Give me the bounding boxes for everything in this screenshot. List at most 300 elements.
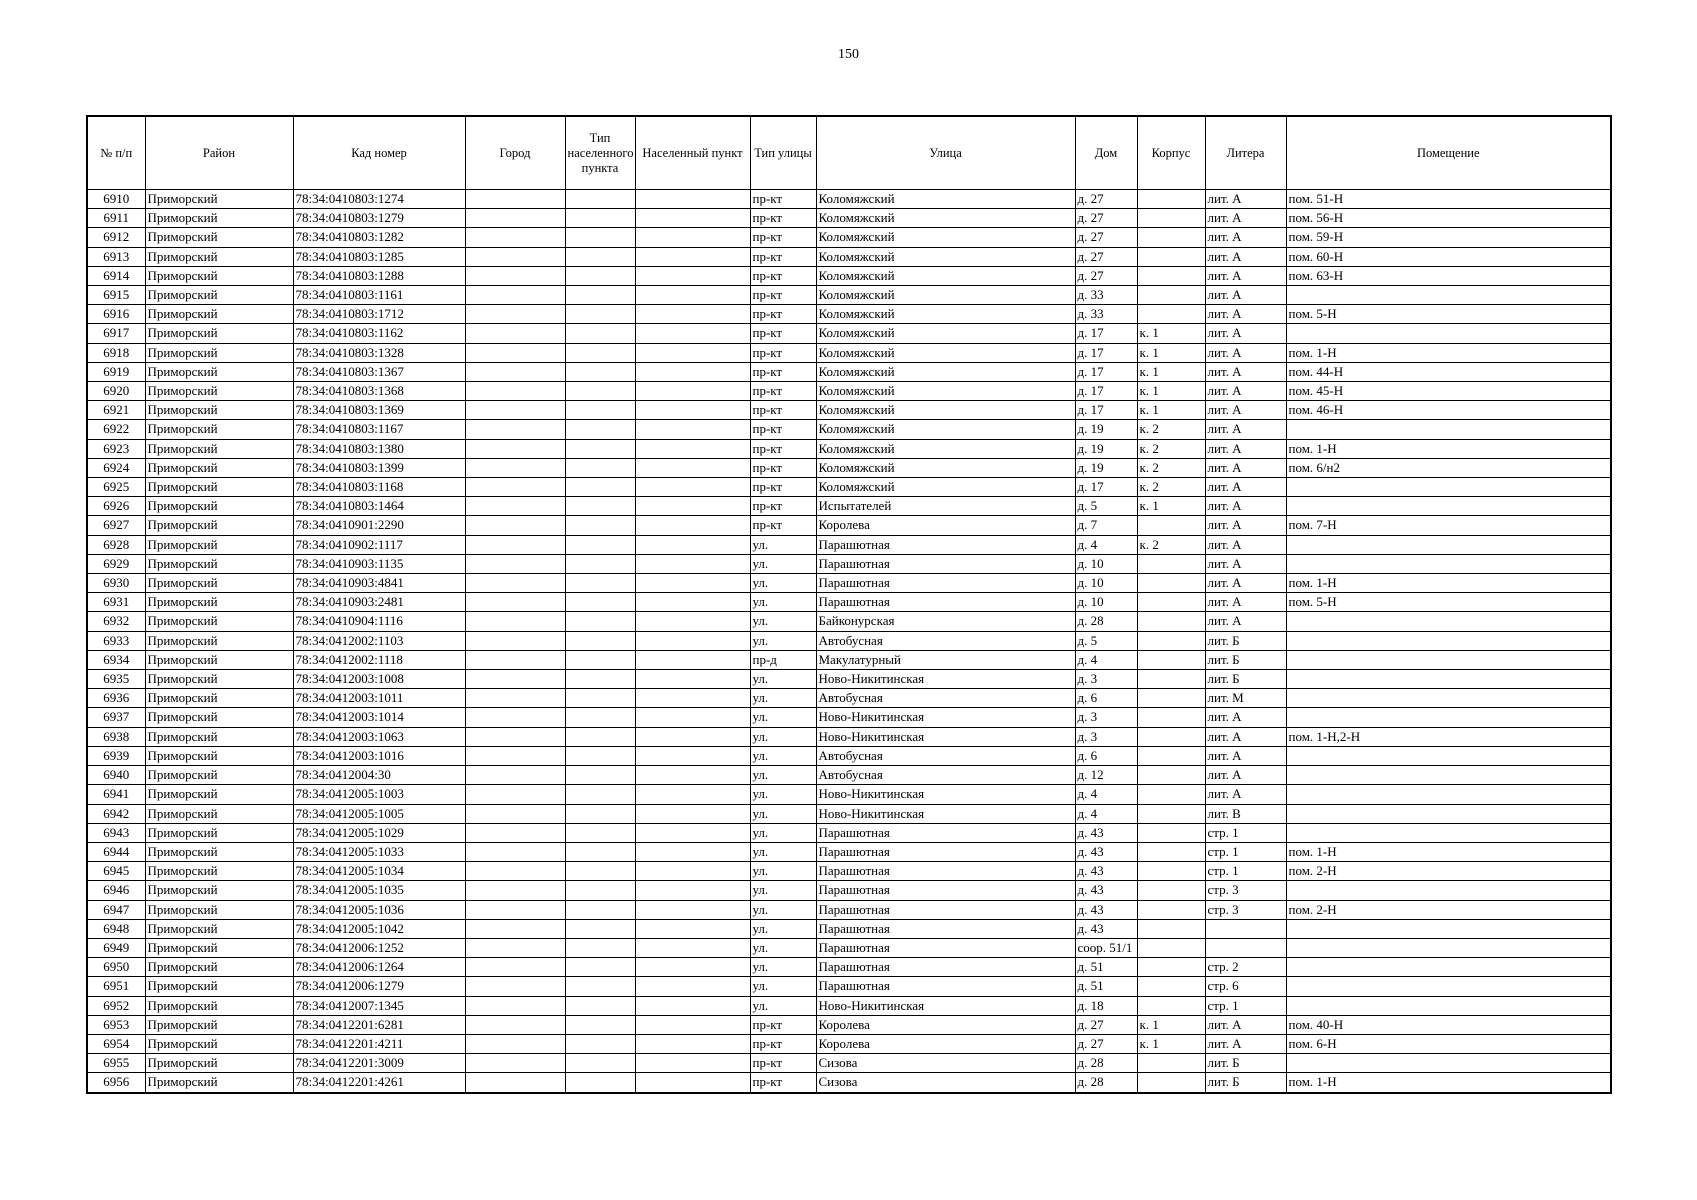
- cell-building: [1137, 516, 1205, 535]
- cell-street: Коломяжский: [816, 343, 1075, 362]
- cell-letter: лит. В: [1205, 804, 1286, 823]
- cell-street: Коломяжский: [816, 439, 1075, 458]
- cell-city: [465, 670, 565, 689]
- cell-cadastral-number: 78:34:0412003:1011: [293, 689, 465, 708]
- cell-number: 6944: [87, 842, 145, 861]
- cell-street: Парашютная: [816, 919, 1075, 938]
- table-row: [87, 516, 1611, 535]
- cell-building: [1137, 881, 1205, 900]
- cell-city: [465, 708, 565, 727]
- cell-street-type: пр-кт: [750, 324, 816, 343]
- cell-district: Приморский: [145, 708, 293, 727]
- cell-cadastral-number: 78:34:0410803:1274: [293, 190, 465, 209]
- cell-street-type: пр-кт: [750, 1015, 816, 1034]
- cell-settlement-type: [565, 650, 635, 669]
- table-row: [87, 938, 1611, 957]
- cell-district: Приморский: [145, 1034, 293, 1053]
- cell-settlement: [635, 823, 750, 842]
- cell-letter: лит. А: [1205, 727, 1286, 746]
- cell-cadastral-number: 78:34:0412003:1008: [293, 670, 465, 689]
- cell-letter: лит. А: [1205, 209, 1286, 228]
- table-row: [87, 612, 1611, 631]
- cell-settlement-type: [565, 420, 635, 439]
- cell-settlement-type: [565, 535, 635, 554]
- cell-number: 6918: [87, 343, 145, 362]
- cell-settlement-type: [565, 900, 635, 919]
- cell-city: [465, 631, 565, 650]
- cell-street: Королева: [816, 1034, 1075, 1053]
- cell-premises: [1286, 324, 1611, 343]
- table-row: [87, 554, 1611, 573]
- cell-settlement: [635, 458, 750, 477]
- cell-cadastral-number: 78:34:0410901:2290: [293, 516, 465, 535]
- table-row: [87, 650, 1611, 669]
- cell-number: 6917: [87, 324, 145, 343]
- table-row: [87, 286, 1611, 305]
- cell-letter: лит. М: [1205, 689, 1286, 708]
- cell-district: Приморский: [145, 497, 293, 516]
- cell-settlement: [635, 919, 750, 938]
- cell-house: д. 43: [1075, 842, 1137, 861]
- table-row: [87, 228, 1611, 247]
- cell-street: Сизова: [816, 1073, 1075, 1093]
- cell-house: д. 43: [1075, 823, 1137, 842]
- cell-number: 6923: [87, 439, 145, 458]
- cell-city: [465, 190, 565, 209]
- cell-settlement-type: [565, 1034, 635, 1053]
- cell-street: Парашютная: [816, 593, 1075, 612]
- cell-premises: [1286, 535, 1611, 554]
- cell-settlement-type: [565, 497, 635, 516]
- cell-settlement-type: [565, 209, 635, 228]
- cell-district: Приморский: [145, 1015, 293, 1034]
- cell-cadastral-number: 78:34:0410903:4841: [293, 574, 465, 593]
- cell-house: д. 28: [1075, 612, 1137, 631]
- cell-street-type: ул.: [750, 554, 816, 573]
- cell-cadastral-number: 78:34:0410803:1282: [293, 228, 465, 247]
- cell-building: [1137, 958, 1205, 977]
- cell-city: [465, 305, 565, 324]
- cell-number: 6943: [87, 823, 145, 842]
- cell-street: Коломяжский: [816, 247, 1075, 266]
- cell-letter: лит. А: [1205, 1015, 1286, 1034]
- cell-district: Приморский: [145, 727, 293, 746]
- cell-building: к. 2: [1137, 458, 1205, 477]
- cell-street-type: пр-кт: [750, 247, 816, 266]
- cell-settlement-type: [565, 478, 635, 497]
- cell-cadastral-number: 78:34:0410803:1712: [293, 305, 465, 324]
- table-row: [87, 305, 1611, 324]
- cell-city: [465, 842, 565, 861]
- cell-street-type: ул.: [750, 842, 816, 861]
- cell-letter: лит. А: [1205, 746, 1286, 765]
- cell-building: [1137, 247, 1205, 266]
- cell-settlement: [635, 286, 750, 305]
- cell-house: д. 4: [1075, 804, 1137, 823]
- cell-cadastral-number: 78:34:0412005:1034: [293, 862, 465, 881]
- cell-premises: пом. 2-Н: [1286, 900, 1611, 919]
- cell-house: д. 19: [1075, 458, 1137, 477]
- cell-cadastral-number: 78:34:0410803:1167: [293, 420, 465, 439]
- cell-street: Коломяжский: [816, 228, 1075, 247]
- cell-district: Приморский: [145, 305, 293, 324]
- cell-building: [1137, 938, 1205, 957]
- cell-settlement: [635, 574, 750, 593]
- cell-street: Ново-Никитинская: [816, 708, 1075, 727]
- cell-letter: лит. А: [1205, 554, 1286, 573]
- cell-city: [465, 554, 565, 573]
- cell-street: Испытателей: [816, 497, 1075, 516]
- cell-street-type: пр-кт: [750, 343, 816, 362]
- cell-building: [1137, 305, 1205, 324]
- cell-settlement-type: [565, 958, 635, 977]
- cell-premises: [1286, 977, 1611, 996]
- cell-street: Королева: [816, 516, 1075, 535]
- cell-street-type: пр-кт: [750, 420, 816, 439]
- cell-cadastral-number: 78:34:0412002:1103: [293, 631, 465, 650]
- cell-letter: лит. Б: [1205, 1073, 1286, 1093]
- cell-settlement: [635, 535, 750, 554]
- column-header-street-type: Тип улицы: [750, 116, 816, 190]
- cell-premises: пом. 5-Н: [1286, 593, 1611, 612]
- cell-street: Коломяжский: [816, 286, 1075, 305]
- cell-settlement-type: [565, 362, 635, 381]
- cell-house: д. 43: [1075, 900, 1137, 919]
- cell-number: 6916: [87, 305, 145, 324]
- cell-premises: [1286, 689, 1611, 708]
- table-row: [87, 343, 1611, 362]
- column-header-house: Дом: [1075, 116, 1137, 190]
- cell-street: Ново-Никитинская: [816, 727, 1075, 746]
- cell-street: Коломяжский: [816, 305, 1075, 324]
- cell-street: Парашютная: [816, 842, 1075, 861]
- cell-settlement: [635, 190, 750, 209]
- cell-building: [1137, 574, 1205, 593]
- cell-street-type: ул.: [750, 708, 816, 727]
- cell-city: [465, 823, 565, 842]
- cell-street: Ново-Никитинская: [816, 670, 1075, 689]
- cell-district: Приморский: [145, 228, 293, 247]
- cell-letter: лит. А: [1205, 708, 1286, 727]
- table-row: [87, 535, 1611, 554]
- cell-cadastral-number: 78:34:0410803:1161: [293, 286, 465, 305]
- cell-letter: лит. Б: [1205, 631, 1286, 650]
- cell-letter: лит. А: [1205, 324, 1286, 343]
- cell-street-type: пр-кт: [750, 209, 816, 228]
- cell-settlement-type: [565, 727, 635, 746]
- cell-number: 6933: [87, 631, 145, 650]
- cell-settlement-type: [565, 554, 635, 573]
- cell-settlement-type: [565, 881, 635, 900]
- cell-cadastral-number: 78:34:0410803:1367: [293, 362, 465, 381]
- cell-district: Приморский: [145, 670, 293, 689]
- cell-building: [1137, 823, 1205, 842]
- cell-house: д. 7: [1075, 516, 1137, 535]
- cell-cadastral-number: 78:34:0412006:1264: [293, 958, 465, 977]
- cell-city: [465, 785, 565, 804]
- cell-building: [1137, 919, 1205, 938]
- cell-house: д. 43: [1075, 919, 1137, 938]
- cell-district: Приморский: [145, 535, 293, 554]
- cell-house: д. 19: [1075, 439, 1137, 458]
- column-header-settlement-type: Тип населенного пункта: [565, 116, 635, 190]
- cell-cadastral-number: 78:34:0410803:1285: [293, 247, 465, 266]
- cell-premises: [1286, 420, 1611, 439]
- table-row: [87, 881, 1611, 900]
- cell-number: 6937: [87, 708, 145, 727]
- cell-district: Приморский: [145, 938, 293, 957]
- cell-district: Приморский: [145, 190, 293, 209]
- cell-settlement: [635, 862, 750, 881]
- cell-district: Приморский: [145, 554, 293, 573]
- cell-house: д. 4: [1075, 785, 1137, 804]
- cell-settlement-type: [565, 977, 635, 996]
- cell-street-type: пр-кт: [750, 1034, 816, 1053]
- cell-building: [1137, 554, 1205, 573]
- cell-cadastral-number: 78:34:0412201:6281: [293, 1015, 465, 1034]
- cell-cadastral-number: 78:34:0412005:1033: [293, 842, 465, 861]
- cell-house: д. 10: [1075, 574, 1137, 593]
- cell-city: [465, 1034, 565, 1053]
- table-row: [87, 804, 1611, 823]
- cell-district: Приморский: [145, 382, 293, 401]
- table-row: [87, 1034, 1611, 1053]
- cell-building: [1137, 708, 1205, 727]
- cell-letter: лит. А: [1205, 785, 1286, 804]
- cell-premises: [1286, 996, 1611, 1015]
- cell-premises: пом. 6-Н: [1286, 1034, 1611, 1053]
- cell-district: Приморский: [145, 842, 293, 861]
- cell-house: д. 51: [1075, 958, 1137, 977]
- cell-letter: стр. 1: [1205, 996, 1286, 1015]
- cell-house: д. 27: [1075, 190, 1137, 209]
- table-row: [87, 746, 1611, 765]
- cell-number: 6941: [87, 785, 145, 804]
- cell-cadastral-number: 78:34:0412003:1014: [293, 708, 465, 727]
- cell-settlement: [635, 958, 750, 977]
- cell-house: соор. 51/1: [1075, 938, 1137, 957]
- cell-premises: [1286, 478, 1611, 497]
- cell-city: [465, 862, 565, 881]
- table-row: [87, 842, 1611, 861]
- cell-settlement-type: [565, 862, 635, 881]
- cell-cadastral-number: 78:34:0412005:1003: [293, 785, 465, 804]
- cell-building: [1137, 900, 1205, 919]
- cell-building: к. 1: [1137, 343, 1205, 362]
- cell-street-type: ул.: [750, 689, 816, 708]
- cell-settlement-type: [565, 804, 635, 823]
- cell-street: Автобусная: [816, 689, 1075, 708]
- column-header-letter: Литера: [1205, 116, 1286, 190]
- column-header-street: Улица: [816, 116, 1075, 190]
- cell-house: д. 6: [1075, 689, 1137, 708]
- cell-street-type: ул.: [750, 823, 816, 842]
- cell-settlement: [635, 746, 750, 765]
- cell-city: [465, 650, 565, 669]
- cell-building: к. 2: [1137, 535, 1205, 554]
- cell-number: 6952: [87, 996, 145, 1015]
- cell-street-type: пр-д: [750, 650, 816, 669]
- cell-settlement-type: [565, 919, 635, 938]
- cell-settlement-type: [565, 1015, 635, 1034]
- cell-district: Приморский: [145, 1073, 293, 1093]
- table-row: [87, 478, 1611, 497]
- cell-house: д. 17: [1075, 478, 1137, 497]
- cell-settlement: [635, 785, 750, 804]
- cell-district: Приморский: [145, 247, 293, 266]
- cell-house: д. 27: [1075, 1015, 1137, 1034]
- cell-premises: [1286, 785, 1611, 804]
- cell-settlement: [635, 1015, 750, 1034]
- cell-number: 6924: [87, 458, 145, 477]
- cell-number: 6927: [87, 516, 145, 535]
- cell-settlement: [635, 708, 750, 727]
- cell-settlement: [635, 593, 750, 612]
- cell-letter: стр. 6: [1205, 977, 1286, 996]
- cell-letter: лит. А: [1205, 535, 1286, 554]
- cell-letter: лит. А: [1205, 420, 1286, 439]
- table-row: [87, 823, 1611, 842]
- table-row: [87, 670, 1611, 689]
- cell-street: Парашютная: [816, 554, 1075, 573]
- column-header-district: Район: [145, 116, 293, 190]
- cell-district: Приморский: [145, 478, 293, 497]
- cell-letter: лит. А: [1205, 766, 1286, 785]
- cell-street-type: ул.: [750, 996, 816, 1015]
- cell-cadastral-number: 78:34:0410803:1328: [293, 343, 465, 362]
- cell-premises: пом. 63-Н: [1286, 266, 1611, 285]
- cell-settlement-type: [565, 670, 635, 689]
- cell-settlement-type: [565, 286, 635, 305]
- cell-letter: лит. А: [1205, 593, 1286, 612]
- cell-number: 6910: [87, 190, 145, 209]
- cell-district: Приморский: [145, 343, 293, 362]
- cell-district: Приморский: [145, 420, 293, 439]
- cell-street-type: пр-кт: [750, 228, 816, 247]
- cell-premises: [1286, 286, 1611, 305]
- cell-number: 6935: [87, 670, 145, 689]
- cell-city: [465, 919, 565, 938]
- cell-street: Парашютная: [816, 574, 1075, 593]
- cell-city: [465, 900, 565, 919]
- cell-settlement: [635, 727, 750, 746]
- cell-district: Приморский: [145, 401, 293, 420]
- cell-cadastral-number: 78:34:0412003:1063: [293, 727, 465, 746]
- cell-city: [465, 209, 565, 228]
- cell-building: [1137, 612, 1205, 631]
- cell-street: Коломяжский: [816, 382, 1075, 401]
- cell-street: Парашютная: [816, 823, 1075, 842]
- cell-building: [1137, 996, 1205, 1015]
- cell-house: д. 4: [1075, 650, 1137, 669]
- cell-letter: лит. Б: [1205, 650, 1286, 669]
- cell-district: Приморский: [145, 209, 293, 228]
- cell-settlement: [635, 842, 750, 861]
- cell-street: Коломяжский: [816, 190, 1075, 209]
- cell-premises: [1286, 958, 1611, 977]
- cell-number: 6914: [87, 266, 145, 285]
- cell-premises: пом. 1-Н: [1286, 439, 1611, 458]
- cell-district: Приморский: [145, 689, 293, 708]
- cell-city: [465, 574, 565, 593]
- cell-premises: пом. 1-Н: [1286, 574, 1611, 593]
- table-row: [87, 382, 1611, 401]
- cell-cadastral-number: 78:34:0412005:1029: [293, 823, 465, 842]
- cell-settlement-type: [565, 766, 635, 785]
- cell-premises: пом. 1-Н,2-Н: [1286, 727, 1611, 746]
- cell-street-type: ул.: [750, 881, 816, 900]
- cell-building: [1137, 785, 1205, 804]
- cell-city: [465, 766, 565, 785]
- cell-cadastral-number: 78:34:0410902:1117: [293, 535, 465, 554]
- cell-street-type: ул.: [750, 766, 816, 785]
- cell-number: 6922: [87, 420, 145, 439]
- cell-settlement-type: [565, 746, 635, 765]
- cell-settlement-type: [565, 842, 635, 861]
- cell-city: [465, 958, 565, 977]
- cell-district: Приморский: [145, 862, 293, 881]
- cell-settlement-type: [565, 458, 635, 477]
- cell-settlement-type: [565, 689, 635, 708]
- table-row: [87, 631, 1611, 650]
- cell-house: д. 17: [1075, 382, 1137, 401]
- cell-number: 6949: [87, 938, 145, 957]
- cell-street: Ново-Никитинская: [816, 996, 1075, 1015]
- cell-number: 6912: [87, 228, 145, 247]
- cell-street-type: ул.: [750, 785, 816, 804]
- cell-letter: лит. Б: [1205, 670, 1286, 689]
- cell-number: 6946: [87, 881, 145, 900]
- cell-number: 6954: [87, 1034, 145, 1053]
- cell-settlement: [635, 900, 750, 919]
- cell-city: [465, 516, 565, 535]
- cell-city: [465, 247, 565, 266]
- cell-cadastral-number: 78:34:0410803:1168: [293, 478, 465, 497]
- table-row: [87, 900, 1611, 919]
- cell-letter: лит. А: [1205, 478, 1286, 497]
- cell-settlement: [635, 478, 750, 497]
- cell-city: [465, 938, 565, 957]
- cell-street: Коломяжский: [816, 266, 1075, 285]
- cell-building: [1137, 286, 1205, 305]
- cell-letter: лит. А: [1205, 305, 1286, 324]
- cell-building: [1137, 862, 1205, 881]
- cell-street-type: пр-кт: [750, 382, 816, 401]
- cell-building: [1137, 190, 1205, 209]
- table-header-row: [87, 116, 1611, 190]
- cell-building: [1137, 766, 1205, 785]
- cell-premises: пом. 1-Н: [1286, 1073, 1611, 1093]
- table-row: [87, 1015, 1611, 1034]
- cell-street: Коломяжский: [816, 324, 1075, 343]
- cell-number: 6936: [87, 689, 145, 708]
- cell-letter: лит. А: [1205, 190, 1286, 209]
- cell-settlement: [635, 689, 750, 708]
- cell-settlement: [635, 209, 750, 228]
- cell-house: д. 18: [1075, 996, 1137, 1015]
- cell-premises: пом. 44-Н: [1286, 362, 1611, 381]
- cell-number: 6955: [87, 1054, 145, 1073]
- cell-building: [1137, 593, 1205, 612]
- cell-house: д. 43: [1075, 862, 1137, 881]
- cell-building: к. 1: [1137, 324, 1205, 343]
- cell-settlement-type: [565, 516, 635, 535]
- cell-city: [465, 286, 565, 305]
- cell-cadastral-number: 78:34:0410803:1380: [293, 439, 465, 458]
- cell-district: Приморский: [145, 881, 293, 900]
- cell-city: [465, 746, 565, 765]
- cell-street: Коломяжский: [816, 478, 1075, 497]
